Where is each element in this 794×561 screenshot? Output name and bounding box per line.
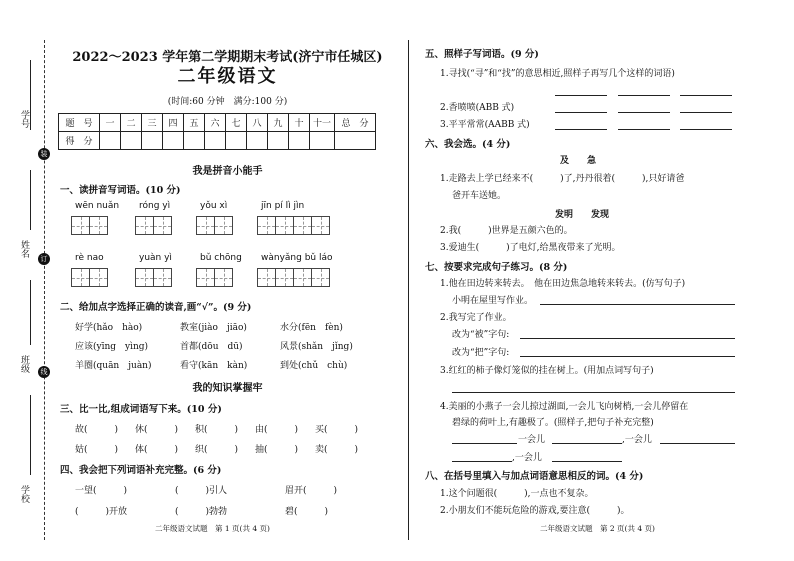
score-header-cell: 十: [289, 114, 310, 132]
writing-cell[interactable]: [135, 216, 154, 235]
writing-grid: [136, 268, 172, 287]
score-header-cell: 总 分: [335, 114, 376, 132]
writing-grid: [197, 216, 233, 235]
left-footer: 二年级语文试题 第 1 页(共 4 页): [155, 524, 270, 533]
q5-item-1: 1.寻找(“寻”和“找”的意思相近,照样子再写几个这样的词语): [440, 69, 675, 79]
q8-item-2: 2.小朋友们不能玩危险的游戏,要注意( )。: [440, 506, 630, 516]
word-answer-line[interactable]: [555, 112, 607, 113]
word-answer-line[interactable]: [618, 95, 670, 96]
writing-grid: [197, 268, 233, 287]
pronunciation-choice[interactable]: 好学(hǎo hào): [75, 323, 143, 333]
page-divider: [408, 40, 409, 540]
score-header-cell: 三: [142, 114, 163, 132]
word-compare-blank[interactable]: 抽( ): [255, 445, 299, 455]
score-header-cell: 五: [184, 114, 205, 132]
score-input-cell[interactable]: [142, 132, 163, 150]
q6-item-3: 3.爱迪生( )了电灯,给黑夜带来了光明。: [440, 243, 621, 253]
pinyin-label: rè nao: [75, 253, 104, 263]
question-3-title: 三、比一比,组成词语写下来。(10 分): [60, 404, 222, 415]
score-input-cell[interactable]: [335, 132, 376, 150]
q6-item-1b: 爸开车送她。: [452, 191, 507, 201]
q6-word-choice-1: 及 急: [560, 156, 597, 166]
word-answer-line[interactable]: [680, 95, 732, 96]
part1-title: 我是拼音小能手: [192, 166, 263, 177]
answer-line: [660, 443, 735, 444]
answer-line: [552, 443, 622, 444]
word-answer-line[interactable]: [618, 129, 670, 130]
q5-item-2: 2.香喷喷(ABB 式): [440, 103, 515, 113]
pronunciation-choice[interactable]: 应该(yīng yìng): [75, 342, 149, 352]
q5-item-3: 3.平平常常(AABB 式): [440, 120, 530, 130]
answer-line: [520, 338, 735, 339]
writing-cell[interactable]: [275, 216, 294, 235]
pinyin-label: wēn nuǎn: [75, 201, 120, 211]
side-label-class: 班级: [19, 355, 29, 373]
score-input-cell[interactable]: [289, 132, 310, 150]
score-input-cell[interactable]: [268, 132, 289, 150]
writing-grid: [258, 268, 330, 287]
idiom-blank[interactable]: ( )勃勃: [175, 507, 228, 517]
question-8-title: 八、在括号里填入与加点词语意思相反的词。(4 分): [425, 471, 644, 482]
score-input-cell[interactable]: [100, 132, 121, 150]
word-answer-line[interactable]: [680, 129, 732, 130]
answer-line: [540, 304, 735, 305]
idiom-blank[interactable]: 眉开( ): [285, 486, 338, 496]
writing-cell[interactable]: [214, 268, 233, 287]
binding-line: [44, 40, 45, 540]
writing-grid: [72, 268, 108, 287]
side-label-school: 学校: [19, 485, 29, 503]
pronunciation-choice[interactable]: 教室(jiào jiāo): [180, 323, 247, 333]
word-compare-blank[interactable]: 休( ): [135, 425, 179, 435]
question-1-title: 一、读拼音写词语。(10 分): [60, 185, 181, 196]
idiom-blank[interactable]: 碧( ): [285, 507, 329, 517]
q7-item-4a: 4.美丽的小燕子一会儿掠过湖面,一会儿飞向树梢,一会儿停留在: [440, 402, 689, 412]
q6-item-2: 2.我( )世界是五颜六色的。: [440, 226, 573, 236]
writing-cell[interactable]: [135, 268, 154, 287]
word-answer-line[interactable]: [555, 129, 607, 130]
right-footer: 二年级语文试题 第 2 页(共 4 页): [540, 524, 655, 533]
part2-title: 我的知识掌握牢: [192, 383, 263, 394]
writing-cell[interactable]: [311, 268, 330, 287]
pronunciation-choice[interactable]: 到处(chǔ chù): [280, 361, 348, 371]
word-compare-blank[interactable]: 卖( ): [315, 445, 359, 455]
word-answer-line[interactable]: [680, 112, 732, 113]
pinyin-label: wànyǎng bǔ láo: [261, 253, 333, 263]
q7-item-2c: 改为“把”字句:: [452, 348, 510, 358]
writing-cell[interactable]: [275, 268, 294, 287]
side-label-student-id: 学号: [19, 110, 29, 128]
writing-cell[interactable]: [89, 268, 108, 287]
writing-cell[interactable]: [153, 216, 172, 235]
score-input-cell[interactable]: [121, 132, 142, 150]
score-header-cell: 四: [163, 114, 184, 132]
word-compare-blank[interactable]: 体( ): [135, 445, 179, 455]
score-input-cell[interactable]: [226, 132, 247, 150]
writing-cell[interactable]: [214, 216, 233, 235]
word-compare-blank[interactable]: 积( ): [195, 425, 239, 435]
score-input-cell[interactable]: [247, 132, 268, 150]
binding-dot-2: 订: [38, 253, 50, 265]
binding-dot-3: 线: [38, 366, 50, 378]
score-header-cell: 一: [100, 114, 121, 132]
name-line-3: [30, 280, 31, 345]
word-compare-blank[interactable]: 姑( ): [75, 445, 119, 455]
score-label-cell: 得 分: [59, 132, 100, 150]
answer-line: [520, 356, 735, 357]
score-table: [58, 113, 376, 150]
question-2-title: 二、给加点字选择正确的读音,画“√”。(9 分): [60, 302, 252, 313]
question-7-title: 七、按要求完成句子练习。(8 分): [425, 262, 568, 273]
idiom-blank[interactable]: ( )开放: [75, 507, 128, 517]
pronunciation-choice[interactable]: 羊圈(quān juàn): [75, 361, 152, 371]
word-compare-blank[interactable]: 故( ): [75, 425, 119, 435]
word-compare-blank[interactable]: 由( ): [255, 425, 299, 435]
pinyin-label: bǔ chōng: [200, 253, 242, 263]
word-answer-line[interactable]: [618, 112, 670, 113]
score-header-cell: 七: [226, 114, 247, 132]
answer-line: [452, 443, 517, 444]
word-compare-blank[interactable]: 织( ): [195, 445, 239, 455]
score-input-cell[interactable]: [163, 132, 184, 150]
score-input-cell[interactable]: [205, 132, 226, 150]
pronunciation-choice[interactable]: 风景(shǎn jǐng): [280, 342, 353, 352]
q6-word-choice-2: 发明 发现: [555, 210, 610, 220]
pinyin-label: róng yì: [139, 201, 171, 211]
writing-cell[interactable]: [89, 216, 108, 235]
pinyin-label: yuàn yì: [139, 253, 172, 263]
score-header-cell: 题 号: [59, 114, 100, 132]
question-5-title: 五、照样子写词语。(9 分): [425, 49, 539, 60]
idiom-blank[interactable]: 一望( ): [75, 486, 128, 496]
idiom-blank[interactable]: ( )引人: [175, 486, 228, 496]
answer-line: [552, 461, 622, 462]
score-header-cell: 九: [268, 114, 289, 132]
writing-cell[interactable]: [293, 268, 312, 287]
q7-item-2a: 2.我写完了作业。: [440, 313, 512, 323]
score-header-cell: 六: [205, 114, 226, 132]
word-answer-line[interactable]: [555, 95, 607, 96]
q6-item-1a: 1.走路去上学已经来不( )了,丹丹很着( ),只好请爸: [440, 174, 685, 184]
q7-item-1a: 1.他在田边转来转去。 他在田边焦急地转来转去。(仿写句子): [440, 279, 686, 289]
q7-item-4b: 碧绿的荷叶上,有趣极了。(照样子,把句子补充完整): [452, 418, 654, 428]
pronunciation-choice[interactable]: 水分(fēn fèn): [280, 323, 343, 333]
pronunciation-choice[interactable]: 看守(kān kàn): [180, 361, 248, 371]
q7-item-4d: ,一会儿: [512, 453, 542, 463]
writing-cell[interactable]: [71, 216, 90, 235]
q7-item-1b: 小明在屋里写作业。: [452, 296, 534, 306]
q7-item-2b: 改为“被”字句:: [452, 330, 510, 340]
writing-cell[interactable]: [196, 216, 215, 235]
q7-item-4c-2: ,一会儿: [622, 435, 652, 445]
binding-dot-1: 装: [38, 148, 50, 160]
answer-line: [452, 461, 512, 462]
exam-subtitle: 二年级语文: [177, 66, 278, 87]
q7-item-3: 3.红红的柿子像灯笼似的挂在树上。(用加点词写句子): [440, 366, 654, 376]
q7-item-4c-1: 一会儿: [518, 435, 546, 445]
writing-grid: [72, 216, 108, 235]
answer-line: [452, 392, 735, 393]
writing-cell[interactable]: [71, 268, 90, 287]
question-4-title: 四、我会把下列词语补充完整。(6 分): [60, 465, 222, 476]
writing-cell[interactable]: [257, 268, 276, 287]
score-header-cell: 十一: [310, 114, 335, 132]
name-line-2: [30, 170, 31, 230]
writing-cell[interactable]: [196, 268, 215, 287]
side-label-name: 姓名: [19, 240, 29, 258]
writing-cell[interactable]: [311, 216, 330, 235]
pinyin-label: jīn pí lì jìn: [261, 201, 305, 211]
score-header-cell: 二: [121, 114, 142, 132]
name-line: [30, 60, 31, 130]
q8-item-1: 1.这个问题很( ),一点也不复杂。: [440, 489, 594, 499]
question-6-title: 六、我会选。(4 分): [425, 139, 511, 150]
pinyin-label: yǒu xì: [200, 201, 228, 211]
writing-grid: [136, 216, 172, 235]
score-input-cell[interactable]: [310, 132, 335, 150]
score-input-cell[interactable]: [184, 132, 205, 150]
writing-cell[interactable]: [153, 268, 172, 287]
score-header-cell: 八: [247, 114, 268, 132]
writing-grid: [258, 216, 330, 235]
exam-info: (时间:60 分钟 满分:100 分): [167, 97, 288, 107]
name-line-4: [30, 395, 31, 475]
pronunciation-choice[interactable]: 首都(dōu dū): [180, 342, 243, 352]
exam-title: 2022～2023 学年第二学期期末考试(济宁市任城区): [72, 50, 383, 65]
writing-cell[interactable]: [293, 216, 312, 235]
word-compare-blank[interactable]: 买( ): [315, 425, 359, 435]
writing-cell[interactable]: [257, 216, 276, 235]
